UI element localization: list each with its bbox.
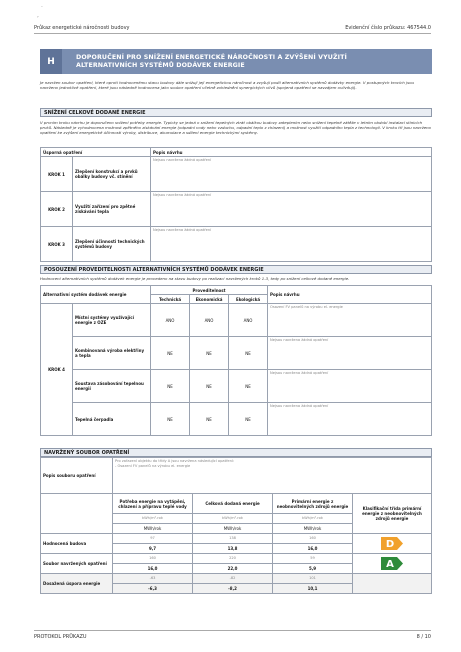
section-title-line2: ALTERNATIVNÍCH SYSTÉMŮ DODÁVEK ENERGIE	[76, 61, 245, 69]
class-cell	[353, 554, 432, 574]
ecological-value: ANO	[229, 304, 268, 337]
value-total: -8,2	[193, 584, 273, 594]
col-description-header: Popis návrhu	[151, 148, 432, 157]
system-description: Nejsou navržena žádná opatření	[268, 370, 432, 403]
class-cell	[353, 574, 432, 594]
value-total: 16,0	[273, 544, 353, 554]
footer-label: PROTOKOL PRŮKAZU	[34, 634, 87, 640]
scan-mark: ·	[41, 4, 43, 11]
measure-name: Využití zařízení pro zpětné získávání tepla	[73, 192, 151, 227]
technical-value: NE	[151, 337, 190, 370]
table-row	[41, 157, 432, 192]
table-row	[41, 192, 432, 227]
economic-value: NE	[190, 370, 229, 403]
system-description: Osazení FV panelů na výrobu el. energie	[268, 304, 432, 337]
row-label: Soubor navržených opatření	[41, 554, 113, 574]
unit-per-area: kWh/m².rok	[113, 514, 193, 524]
feasibility-heading: POSOUZENÍ PROVEDITELNOSTI ALTERNATIVNÍCH SYSTÉMŮ DODÁVEK ENERGIE	[40, 265, 432, 274]
ecological-value: NE	[229, 403, 268, 436]
system-description: Nejsou navržena žádná opatření	[268, 403, 432, 436]
section-intro: Je navržen soubor opatření, které oproti hodnocenému stavu budovy dále snižují její energetickou náročnost a zvyšují podíl alternativních systémů dodávky energie. V postupných krocích jsou navrženo jednotlivé opatření, které jsou následně hodnocena jako soubor opatření včetně zohlednění synergických vlivů (spojená opatření se navzájem ovlivňují).	[40, 80, 414, 91]
ecological-value: NE	[229, 337, 268, 370]
value-total: 16,0	[113, 564, 193, 574]
table-row	[41, 227, 432, 262]
header-certificate-number: Evidenční číslo průkazu: 467544.0	[345, 25, 431, 31]
value-total: 22,0	[193, 564, 273, 574]
system-name: Místní systémy využívající energie z OZE	[73, 304, 151, 337]
col-class-header: Klasifikační třída primární energie z neobnovitelných zdrojů energie	[353, 494, 432, 534]
energy-class-badge	[381, 537, 403, 550]
blank-cell	[41, 494, 113, 534]
measure-name: Zlepšení účinnosti technických systémů budovy	[73, 227, 151, 262]
reduction-description: V prvním kroku návrhu je doporučeno snížení potřeby energie. Typicky se jedná o snížení tepelných ztrát obálkou budovy zateplením nebo snížení tepelné zátěže v letním období instalací stínicích prvků. Následně je vyhodnocena možnost zpětného získávání energie (odpadní vody nebo vzduchu, odpadní teplo z chlazení) a možnost využití odpadního tepla z technologií. V kroku tři jsou navrženo opatření ke zvýšení energetické účinnosti výroby, distribuce, akumulace a sdílení energie technickými systémy.	[40, 120, 431, 136]
ecological-value: NE	[229, 370, 268, 403]
table-row	[41, 574, 432, 584]
col-heating-need-header: Potřeba energie na vytápění, chlazení a přípravu teplé vody	[113, 494, 193, 514]
value-per-area: 138	[193, 534, 273, 544]
system-name: Kombinovaná výroba elektřiny a tepla	[73, 337, 151, 370]
value-total: 13,8	[193, 544, 273, 554]
table-row	[41, 403, 432, 436]
proposal-description-line1: Pro zařazení objektu do třídy A jsou navržena následující opatření:	[115, 459, 235, 463]
table-row	[41, 534, 432, 544]
col-measures-header: Úsporná opatření	[41, 148, 151, 157]
proposal-description	[113, 458, 432, 494]
reduction-heading: SNÍŽENÍ CELKOVÉ DODANÉ ENERGIE	[40, 108, 432, 117]
value-per-area: -63	[113, 574, 193, 584]
value-per-area: 97	[113, 534, 193, 544]
step-label: KROK 1	[41, 157, 73, 192]
page-number: 8 / 10	[416, 634, 431, 640]
col-feasibility-header: Proveditelnost	[151, 286, 268, 295]
value-per-area: 160	[273, 534, 353, 544]
page-header	[34, 25, 431, 31]
proposed-heading: NAVRŽENÝ SOUBOR OPATŘENÍ	[40, 448, 432, 457]
section-h-banner	[40, 49, 432, 74]
unit-total: MWh/rok	[193, 524, 273, 534]
proposal-description-line2: - Osazení FV panelů na výrobu el. energie	[115, 464, 191, 468]
value-per-area: 160	[113, 554, 193, 564]
technical-value: ANO	[151, 304, 190, 337]
section-title	[62, 54, 347, 70]
class-cell	[353, 534, 432, 554]
value-total: -6,3	[113, 584, 193, 594]
technical-value: NE	[151, 370, 190, 403]
table-row	[41, 304, 432, 337]
col-description-header: Popis návrhu	[268, 286, 432, 304]
energy-class-letter: D	[385, 538, 395, 550]
step-label: KROK 2	[41, 192, 73, 227]
energy-class-badge	[381, 557, 403, 570]
measure-description: Nejsou navržena žádná opatření	[151, 192, 432, 227]
unit-per-area: kWh/m².rok	[273, 514, 353, 524]
col-technical-header: Technická	[151, 295, 190, 304]
system-name: Soustava zásobování tepelnou energií	[73, 370, 151, 403]
measure-name: Zlepšení konstrukcí a prvků obálky budovy vč. stínění	[73, 157, 151, 192]
col-economic-header: Ekonomická	[190, 295, 229, 304]
col-system-header: Alternativní systém dodávek energie	[41, 286, 151, 304]
section-title-line1: DOPORUČENÍ PRO SNÍŽENÍ ENERGETICKÉ NÁROČNOSTI A ZVÝŠENÍ VYUŽITÍ	[76, 53, 347, 61]
table-row	[41, 337, 432, 370]
value-total: 5,9	[273, 564, 353, 574]
step-label: KROK 3	[41, 227, 73, 262]
value-per-area: -82	[193, 574, 273, 584]
measure-description: Nejsou navržena žádná opatření	[151, 157, 432, 192]
unit-total: MWh/rok	[273, 524, 353, 534]
value-total: 10,1	[273, 584, 353, 594]
value-per-area: 220	[193, 554, 273, 564]
value-per-area: 59	[273, 554, 353, 564]
step-label: KROK 4	[41, 304, 73, 436]
value-per-area: 101	[273, 574, 353, 584]
scan-mark: ,	[37, 12, 39, 19]
feasibility-description: Hodnocení alternativních systémů dodávek energie je provedeno na stavu budovy po realizaci navržených kroků 1-3, tedy po snížení celkové dodané energie.	[40, 276, 350, 281]
col-total-delivered-header: Celková dodaná energie	[193, 494, 273, 514]
table-row	[41, 370, 432, 403]
feasibility-table	[40, 285, 432, 436]
system-name: Tepelná čerpadla	[73, 403, 151, 436]
row-label: Hodnocená budova	[41, 534, 113, 554]
col-primary-energy-header: Primární energie z neobnovitelných zdrojů energie	[273, 494, 353, 514]
proposal-description-label: Popis souboru opatření	[41, 458, 113, 494]
value-total: 9,7	[113, 544, 193, 554]
col-ecological-header: Ekologická	[229, 295, 268, 304]
header-divider	[34, 33, 431, 34]
section-letter: H	[40, 49, 62, 74]
proposed-table	[40, 457, 432, 594]
header-title: Průkaz energetické náročnosti budovy	[34, 25, 130, 31]
economic-value: NE	[190, 403, 229, 436]
unit-per-area: kWh/m².rok	[193, 514, 273, 524]
economic-value: ANO	[190, 304, 229, 337]
system-description: Nejsou navržena žádná opatření	[268, 337, 432, 370]
technical-value: NE	[151, 403, 190, 436]
economic-value: NE	[190, 337, 229, 370]
row-label: Dosažená úspora energie	[41, 574, 113, 594]
reduction-table	[40, 147, 432, 262]
measure-description: Nejsou navržena žádná opatření	[151, 227, 432, 262]
page-footer	[34, 630, 431, 640]
unit-total: MWh/rok	[113, 524, 193, 534]
table-row	[41, 554, 432, 564]
energy-class-letter: A	[386, 558, 394, 570]
